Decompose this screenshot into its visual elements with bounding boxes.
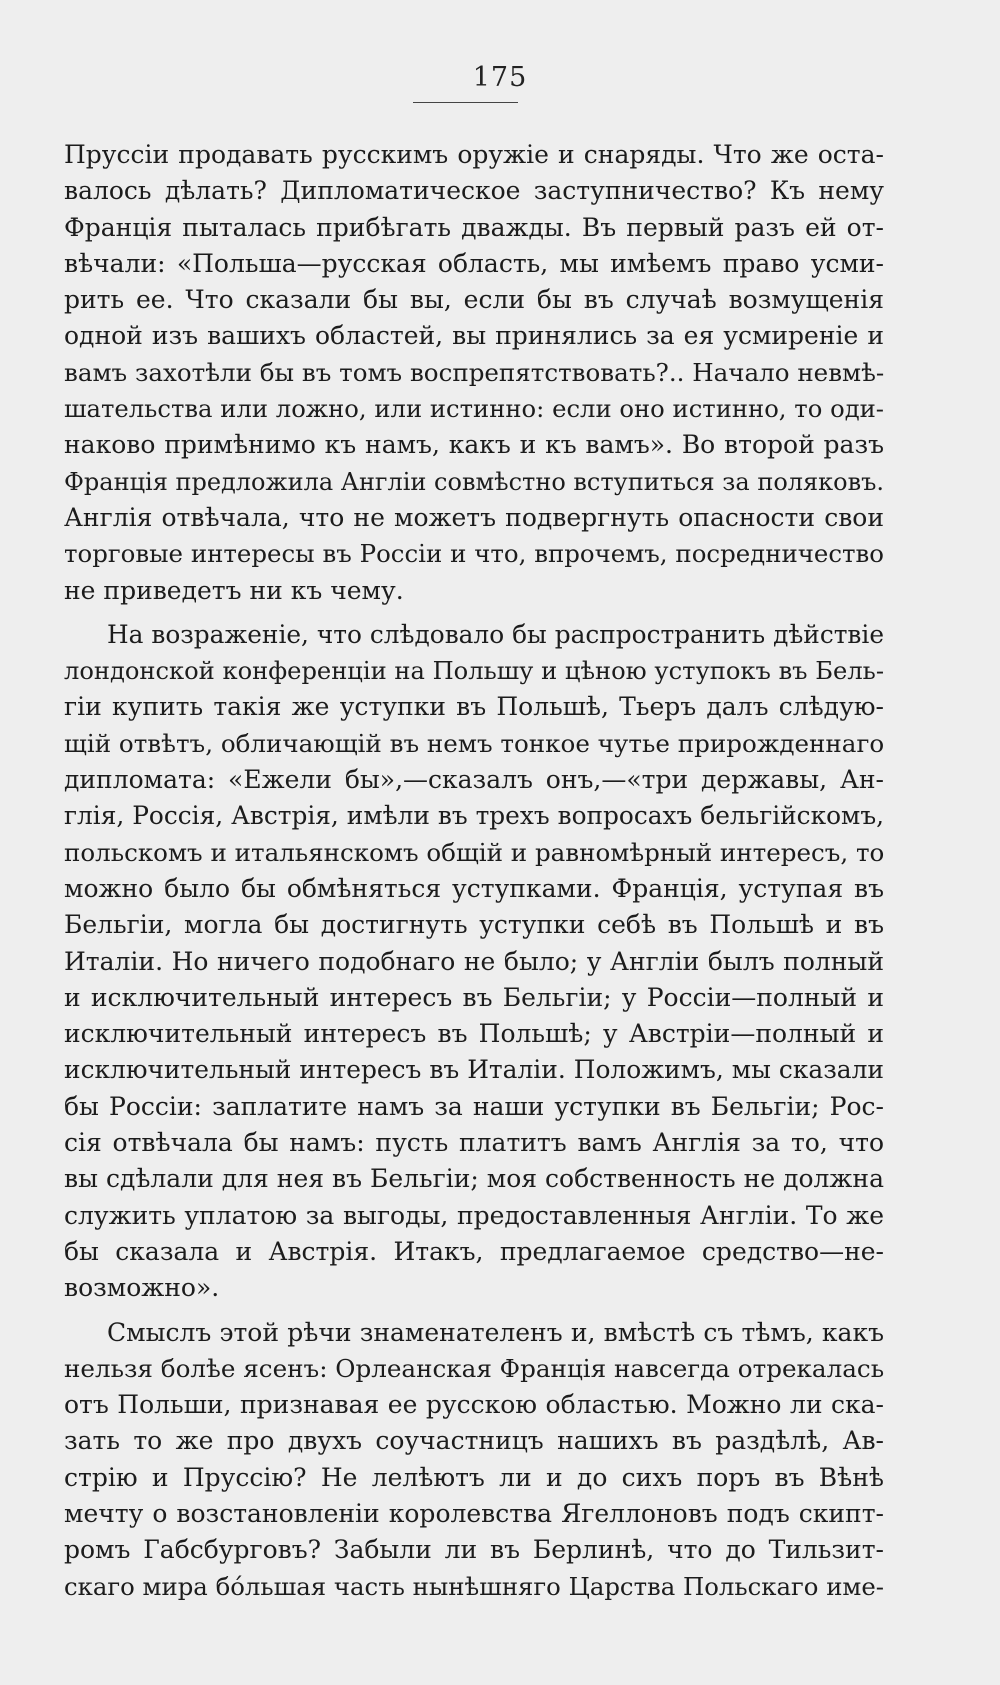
- text-line: мечту о возстановленіи королевства Ягеллоновъ подъ скипт-: [64, 1498, 884, 1528]
- text-line: Франція пыталась прибѣгать дважды. Въ первый разъ ей от-: [64, 212, 884, 242]
- text-line: одной изъ вашихъ областей, вы принялись за ея усмиреніе и: [64, 321, 884, 351]
- text-line: На возраженіе, что слѣдовало бы распространить дѣйствіе: [107, 619, 884, 649]
- paragraph-gap: [64, 609, 884, 617]
- text-line: исключительный интересъ въ Польшѣ; у Австріи—полный и: [64, 1019, 884, 1049]
- text-line: Италіи. Но ничего подобнаго не было; у Англіи былъ полный: [64, 946, 884, 976]
- text-line: наково примѣнимо къ намъ, какъ и къ вамъ». Во второй разъ: [64, 430, 884, 460]
- paragraph: [64, 1315, 884, 1605]
- text-line: служить уплатою за выгоды, предоставленныя Англіи. То же: [64, 1200, 884, 1230]
- text-line: шательства или ложно, или истинно: если оно истинно, то оди-: [64, 394, 884, 424]
- text-line: лондонской конференціи на Польшу и цѣною уступокъ въ Бель-: [64, 657, 884, 686]
- text-line: гіи купить такія же уступки въ Польшѣ, Тьеръ далъ слѣдую-: [64, 692, 884, 722]
- text-line: польскомъ и итальянскомъ общій и равномѣрный интересъ, то: [64, 837, 885, 867]
- page-number: 175: [472, 62, 528, 93]
- text-line: бы Россіи: заплатите намъ за наши уступки въ Бельгіи; Рос-: [64, 1091, 884, 1121]
- text-line: возможно».: [64, 1273, 220, 1303]
- text-line: щій отвѣтъ, обличающій въ немъ тонкое чутье прирожденнаго: [64, 728, 885, 758]
- text-line: зать то же про двухъ соучастницъ нашихъ въ раздѣлѣ, Ав-: [64, 1426, 884, 1456]
- text-line: вамъ захотѣли бы въ томъ воспрепятствовать?.. Начало невмѣ-: [64, 357, 885, 387]
- text-line: скаго мира бо́льшая часть нынѣшняго Царства Польскаго име-: [64, 1571, 884, 1601]
- text-line: не приведетъ ни къ чему.: [64, 575, 404, 605]
- text-line: вѣчали: «Польша—русская область, мы имѣемъ право усми-: [64, 248, 884, 278]
- header-rule: [413, 102, 518, 103]
- text-line: Англія отвѣчала, что не можетъ подвергнуть опасности свои: [64, 502, 884, 532]
- text-line: и исключительный интересъ въ Бельгіи; у Россіи—полный и: [64, 982, 884, 1012]
- text-line: отъ Польши, признавая ее русскою областью. Можно ли ска-: [64, 1390, 884, 1420]
- text-line: глія, Россія, Австрія, имѣли въ трехъ вопросахъ бельгійскомъ,: [64, 801, 884, 831]
- body-text: [64, 137, 884, 1605]
- paragraph: [64, 137, 884, 609]
- text-line: ромъ Габсбурговъ? Забыли ли въ Берлинѣ, что до Тильзит-: [64, 1535, 884, 1565]
- text-line: Пруссіи продавать русскимъ оружіе и снаряды. Что же оста-: [64, 140, 884, 169]
- text-line: сія отвѣчала бы намъ: пусть платитъ вамъ Англія за то, что: [64, 1128, 884, 1158]
- text-line: бы сказала и Австрія. Итакъ, предлагаемое средство—не-: [64, 1236, 884, 1266]
- text-line: вы сдѣлали для нея въ Бельгіи; моя собственность не должна: [64, 1164, 884, 1194]
- paragraph-gap: [64, 1307, 884, 1315]
- text-line: исключительный интересъ въ Италіи. Положимъ, мы сказали: [64, 1055, 884, 1085]
- text-line: стрію и Пруссію? Не лелѣютъ ли и до сихъ поръ въ Вѣнѣ: [64, 1462, 884, 1492]
- text-line: нельзя болѣе ясенъ: Орлеанская Франція навсегда отрекалась: [64, 1353, 885, 1383]
- paragraph: [64, 617, 884, 1307]
- text-line: Франція предложила Англіи совмѣстно вступиться за поляковъ.: [64, 467, 885, 496]
- text-line: можно было бы обмѣняться уступками. Франція, уступая въ: [64, 873, 884, 903]
- text-line: валось дѣлать? Дипломатическое заступничество? Къ нему: [64, 176, 884, 206]
- text-line: Бельгіи, могла бы достигнуть уступки себѣ въ Польшѣ и въ: [64, 910, 884, 940]
- text-line: дипломата: «Ежели бы»,—сказалъ онъ,—«три державы, Ан-: [64, 765, 884, 795]
- text-line: рить ее. Что сказали бы вы, если бы въ случаѣ возмущенія: [64, 285, 884, 315]
- text-line: торговые интересы въ Россіи и что, впрочемъ, посредничество: [64, 539, 884, 569]
- text-line: Смыслъ этой рѣчи знаменателенъ и, вмѣстѣ съ тѣмъ, какъ: [107, 1317, 884, 1347]
